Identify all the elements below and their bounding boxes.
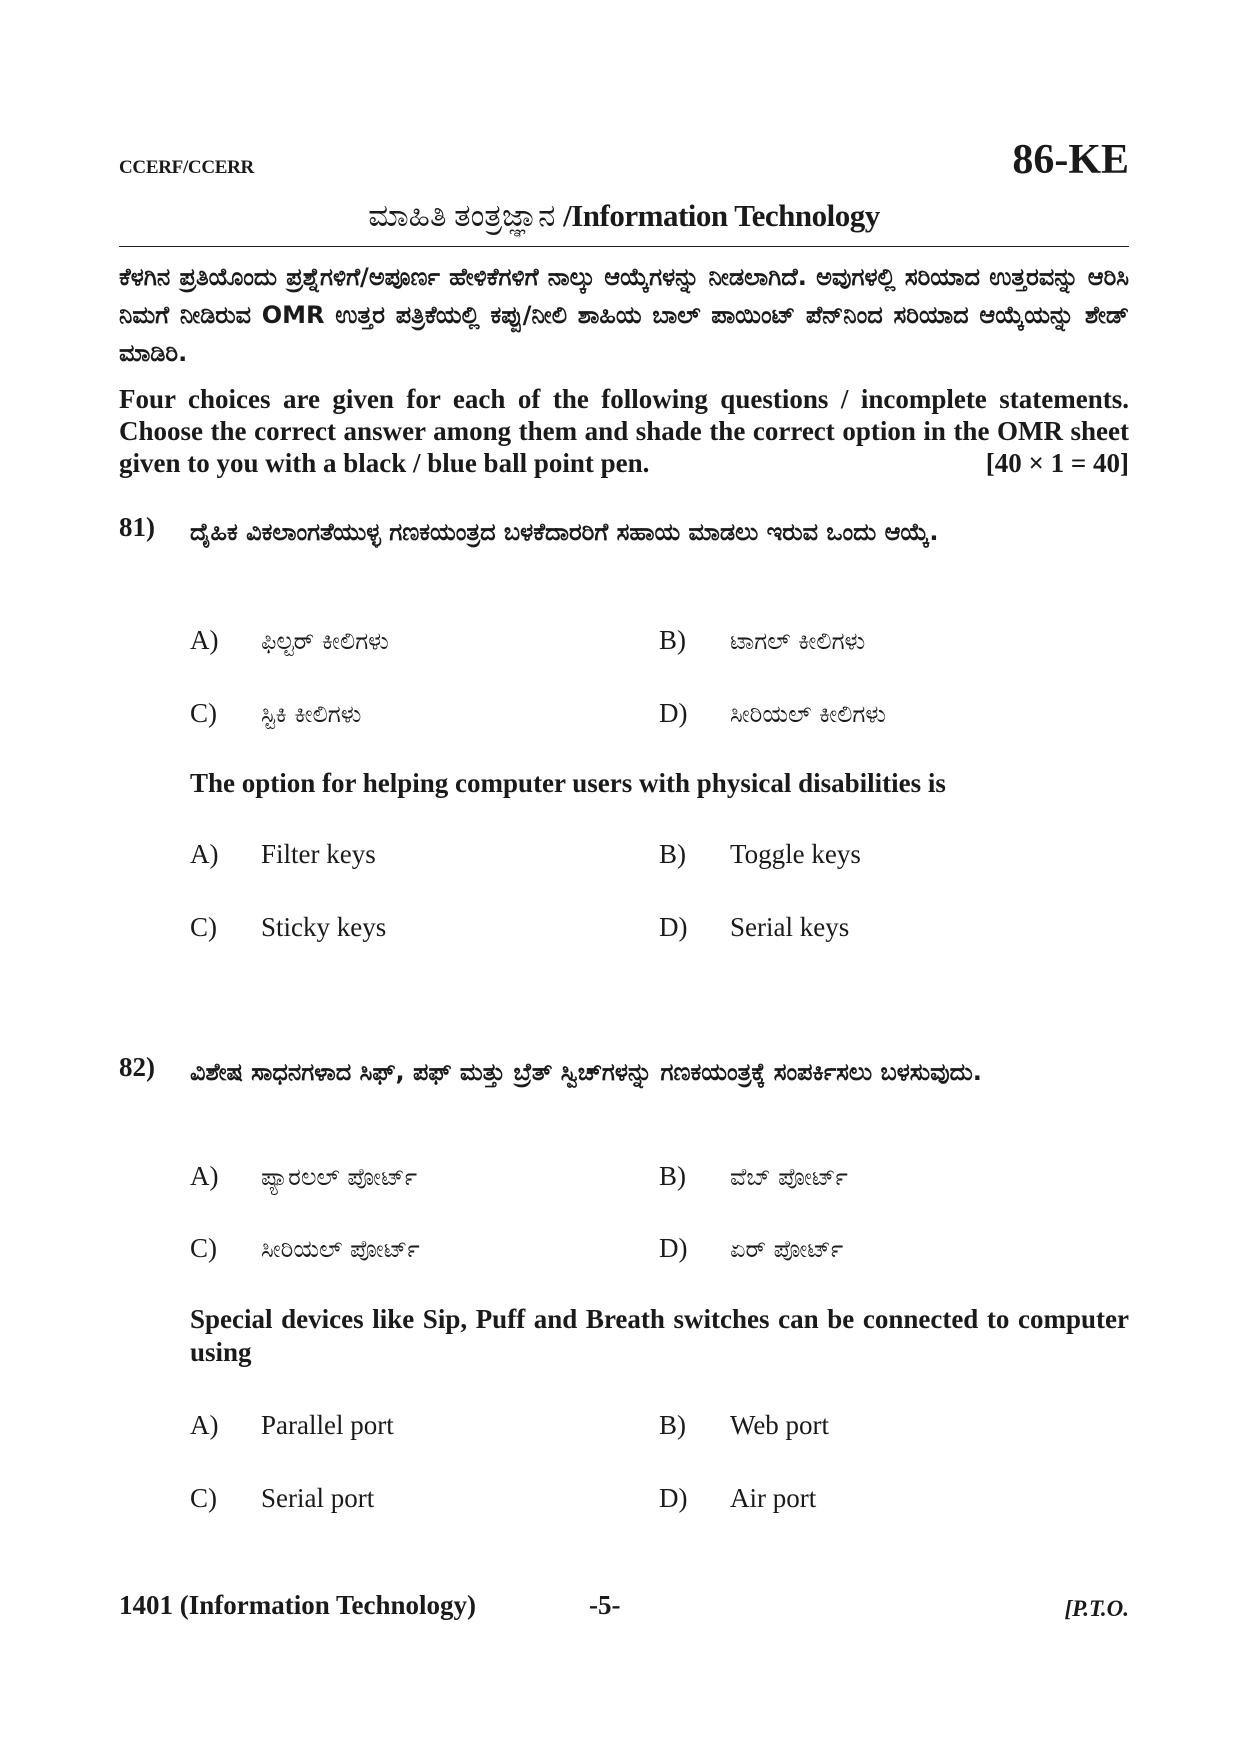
option-kannada — [659, 698, 886, 729]
option-kannada — [190, 1161, 417, 1192]
option-text: Filter keys — [261, 839, 376, 869]
option-label: B) — [659, 1410, 686, 1440]
option-label: A) — [190, 1161, 219, 1191]
page-number: -5- — [589, 1590, 621, 1620]
option-english — [190, 912, 386, 943]
option-text: ವೆಬ್ ಪೋರ್ಟ್ — [730, 1163, 848, 1191]
option-label: C) — [190, 1233, 217, 1263]
option-english — [659, 1410, 829, 1441]
exam-code: CCERF/CCERR — [119, 157, 254, 178]
option-text: Sticky keys — [261, 912, 387, 942]
subject-title-kannada: ಮಾಹಿತಿ ತಂತ್ರಜ್ಞಾನ — [368, 198, 556, 233]
option-text: ಸೀರಿಯಲ್ ಪೋರ್ಟ್ — [261, 1235, 420, 1263]
option-kannada — [659, 1161, 848, 1192]
option-english — [659, 912, 849, 943]
subject-title-english: Information Technology — [571, 198, 880, 233]
option-kannada — [659, 1233, 843, 1264]
option-text: ಟಾಗಲ್ ಕೀಲಿಗಳು — [730, 627, 866, 655]
option-label: C) — [190, 912, 217, 942]
option-kannada — [190, 698, 361, 729]
subject-title-separator: / — [563, 198, 572, 233]
option-text: Serial port — [261, 1483, 375, 1513]
marks-scheme: [40 × 1 = 40] — [985, 448, 1129, 478]
question-text-kannada: ವಿಶೇಷ ಸಾಧನಗಳಾದ ಸಿಫ್, ಪಫ್ ಮತ್ತು ಬ್ರೆತ್ ಸ್ವಿಚ್‌ಗಳನ್ನು ಗಣಕಯಂತ್ರಕ್ಕೆ ಸಂಪರ್ಕಿಸಲು ಬಳಸುವುದು. — [190, 1058, 982, 1086]
option-kannada — [190, 1233, 420, 1264]
option-label: A) — [190, 625, 219, 655]
option-label: D) — [659, 1483, 688, 1513]
option-text: Serial keys — [730, 912, 850, 942]
header-divider — [119, 246, 1129, 247]
option-kannada — [659, 625, 865, 656]
option-text: Air port — [730, 1483, 817, 1513]
paper-code: 86-KE — [1012, 137, 1129, 183]
option-label: B) — [659, 1161, 686, 1191]
option-text: ಪ್ಯಾರಲಲ್ ಪೋರ್ಟ್ — [261, 1163, 418, 1191]
option-label: D) — [659, 1233, 688, 1263]
option-label: C) — [190, 698, 217, 728]
option-label: A) — [190, 1410, 219, 1440]
question-number: 81) — [119, 512, 155, 542]
option-text: Parallel port — [261, 1410, 394, 1440]
option-english — [190, 1483, 374, 1514]
option-label: D) — [659, 912, 688, 942]
instructions-english — [119, 383, 1129, 479]
option-english — [659, 839, 861, 870]
subject-title — [119, 198, 1129, 235]
option-label: B) — [659, 839, 686, 869]
option-english — [659, 1483, 816, 1514]
option-text: Toggle keys — [730, 839, 861, 869]
option-label: A) — [190, 839, 219, 869]
option-text: ಸ್ಟಿಕಿ ಕೀಲಿಗಳು — [261, 700, 362, 728]
question-text-english: Special devices like Sip, Puff and Breath switches can be connected to computer using — [190, 1304, 1129, 1367]
option-label: C) — [190, 1483, 217, 1513]
please-turn-over: [P.T.O. — [1064, 1596, 1129, 1621]
option-kannada — [190, 625, 389, 656]
option-english — [190, 839, 376, 870]
question-text-english: The option for helping computer users with physical disabilities is — [190, 768, 946, 798]
option-text: ಏರ್ ಪೋರ್ಟ್ — [730, 1235, 844, 1263]
instructions-english-text: Four choices are given for each of the following questions / incomplete statements. Choose the correct answer among them and shade the correct option in the OMR sheet given to you with a black / blue ball point pen. — [119, 384, 1129, 478]
option-english — [190, 1410, 394, 1441]
option-label: D) — [659, 698, 688, 728]
option-label: B) — [659, 625, 686, 655]
question-paper-page — [119, 0, 1129, 1754]
footer-course: 1401 (Information Technology) — [119, 1590, 477, 1620]
question-text-kannada: ದೈಹಿಕ ವಿಕಲಾಂಗತೆಯುಳ್ಳ ಗಣಕಯಂತ್ರದ ಬಳಕೆದಾರರಿಗೆ ಸಹಾಯ ಮಾಡಲು ಇರುವ ಒಂದು ಆಯ್ಕೆ. — [190, 518, 939, 546]
question-number: 82) — [119, 1052, 155, 1082]
instructions-kannada: ಕೆಳಗಿನ ಪ್ರತಿಯೊಂದು ಪ್ರಶ್ನೆಗಳಿಗೆ/ಅಪೂರ್ಣ ಹೇಳಿಕೆಗಳಿಗೆ ನಾಲ್ಕು ಆಯ್ಕೆಗಳನ್ನು ನೀಡಲಾಗಿದೆ. ಅವುಗಳಲ್ಲಿ ಸರಿಯಾದ ಉತ್ತರವನ್ನು ಆರಿಸಿ ನಿಮಗೆ ನೀಡಿರುವ OMR ಉತ್ತರ ಪತ್ರಿಕೆಯಲ್ಲಿ ಕಪ್ಪು/ನೀಲಿ ಶಾಹಿಯ ಬಾಲ್ ಪಾಯಿಂಟ್ ಪೆನ್‌ನಿಂದ ಸರಿಯಾದ ಆಯ್ಕೆಯನ್ನು ಶೇಡ್ ಮಾಡಿರಿ. — [119, 263, 1129, 367]
option-text: Web port — [730, 1410, 830, 1440]
option-text: ಫಿಲ್ಟರ್ ಕೀಲಿಗಳು — [261, 627, 389, 655]
option-text: ಸೀರಿಯಲ್ ಕೀಲಿಗಳು — [730, 700, 887, 728]
